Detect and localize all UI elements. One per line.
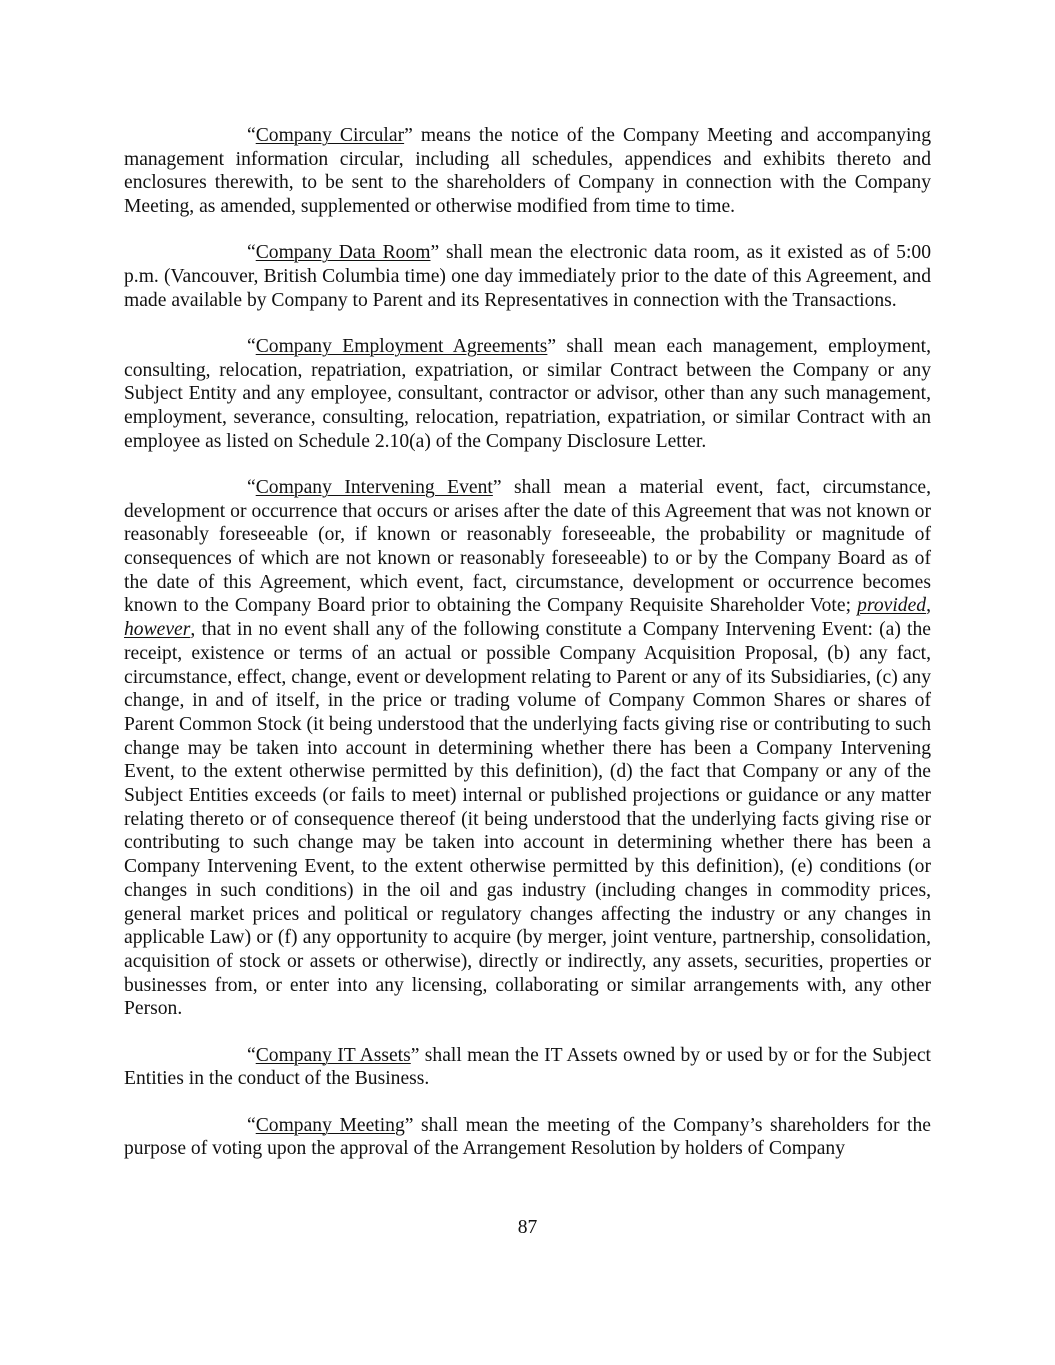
close-quote: ”: [492, 476, 502, 498]
definition-body: shall mean the meeting of the Company’s shareholders for the purpose of voting upon the approval of the Arrangement Resolution by holders of Company: [124, 1114, 931, 1160]
document-page: [124, 124, 931, 1183]
definition-body: shall mean the electronic data room, as it existed as of 5:00 p.m. (Vancouver, British Columbia time) one day immediately prior to the date of this Agreement, and made available by Company to Parent and its Representatives in connection with the Transactions.: [124, 242, 931, 311]
close-quote: ”: [404, 125, 413, 146]
close-quote: ”: [547, 335, 557, 357]
open-quote: “: [247, 1044, 256, 1066]
defined-term: Company Meeting: [255, 1114, 405, 1136]
definition-body-part-1: shall mean a material event, fact, circumstance, development or occurrence that occurs or arises after the date of this Agreement that was not known or reasonably foreseeable (or, if known or reasonably foreseeable, the probability or magnitude of consequences of which are not known or reasonably foreseeable) to or by the Company Board as of the date of this Agreement, which event, fact, circumstance, development or occurrence becomes known to the Company Board prior to obtaining the Company Requisite Shareholder Vote;: [124, 476, 932, 617]
definition-company-data-room: [124, 241, 931, 312]
close-quote: ”: [404, 1114, 414, 1136]
definition-company-employment-agreements: [124, 335, 931, 454]
separator: ,: [926, 595, 931, 617]
definition-company-it-assets: [124, 1044, 931, 1091]
emphasis-provided: provided: [857, 595, 927, 617]
open-quote: “: [247, 335, 256, 357]
emphasis-however: however: [124, 619, 191, 641]
page-number: 87: [517, 1217, 538, 1238]
open-quote: “: [247, 1114, 256, 1136]
definition-body: shall mean the IT Assets owned by or used by or for the Subject Entities in the conduct of the Business.: [124, 1044, 931, 1090]
open-quote: “: [247, 242, 256, 264]
definition-body-part-2: , that in no event shall any of the following constitute a Company Intervening Event: (a) the receipt, existence or terms of an actual or possible Company Acquisition Proposal, (b) any fact, circumstance, effect, change, event or development relating to Parent or any of its Subsidiaries, (c) any change, in and of itself, in the price or trading volume of Company Common Shares or shares of Parent Common Stock (it being understood that the underlying facts giving rise or contributing to such change may be taken into account in determining whether there has been a Company Intervening Event, to the extent otherwise permitted by this definition), (d) the fact that Company or any of the Subject Entities exceeds (or fails to meet) internal or published projections or guidance or any matter relating thereto or of consequence thereof (it being understood that the underlying facts giving rise or contributing to such change may be taken into account in determining whether there has been a Company Intervening Event, to the extent otherwise permitted by this definition), (e) conditions (or changes in such conditions) in the oil and gas industry (including changes in commodity prices, general market prices and political or regulatory changes affecting the industry or any changes in applicable Law) or (f) any opportunity to acquire (by merger, joint venture, partnership, consolidation, acquisition of stock or assets or otherwise), directly or indirectly, any assets, securities, properties or businesses from, or enter into any licensing, collaborating or similar arrangements with, any other Person.: [124, 619, 931, 1020]
open-quote: “: [247, 476, 256, 498]
close-quote: ”: [410, 1044, 420, 1066]
defined-term: Company IT Assets: [255, 1044, 411, 1066]
defined-term: Company Intervening Event: [255, 476, 493, 498]
defined-term: Company Data Room: [255, 242, 431, 264]
definition-body: means the notice of the Company Meeting and accompanying management information circular, including all schedules, appendices and exhibits thereto and enclosures therewith, to be sent to the shareholders of Company in connection with the Company Meeting, as amended, supplemented or otherwise modified from time to time.: [124, 125, 932, 218]
defined-term: Company Employment Agreements: [255, 335, 548, 357]
close-quote: ”: [430, 242, 440, 264]
definition-company-intervening-event: [124, 476, 931, 1021]
open-quote: “: [247, 125, 256, 146]
defined-term: Company Circular: [255, 125, 405, 146]
definition-company-circular: [124, 124, 931, 219]
definition-company-meeting: [124, 1114, 931, 1161]
definition-body: shall mean each management, employment, consulting, relocation, repatriation, expatriation, or similar Contract between the Company or any Subject Entity and any employee, consultant, contractor or advisor, other than any such management, employment, severance, consulting, relocation, repatriation, expatriation, or similar Contract with an employee as listed on Schedule 2.10(a) of the Company Disclosure Letter.: [124, 335, 931, 452]
